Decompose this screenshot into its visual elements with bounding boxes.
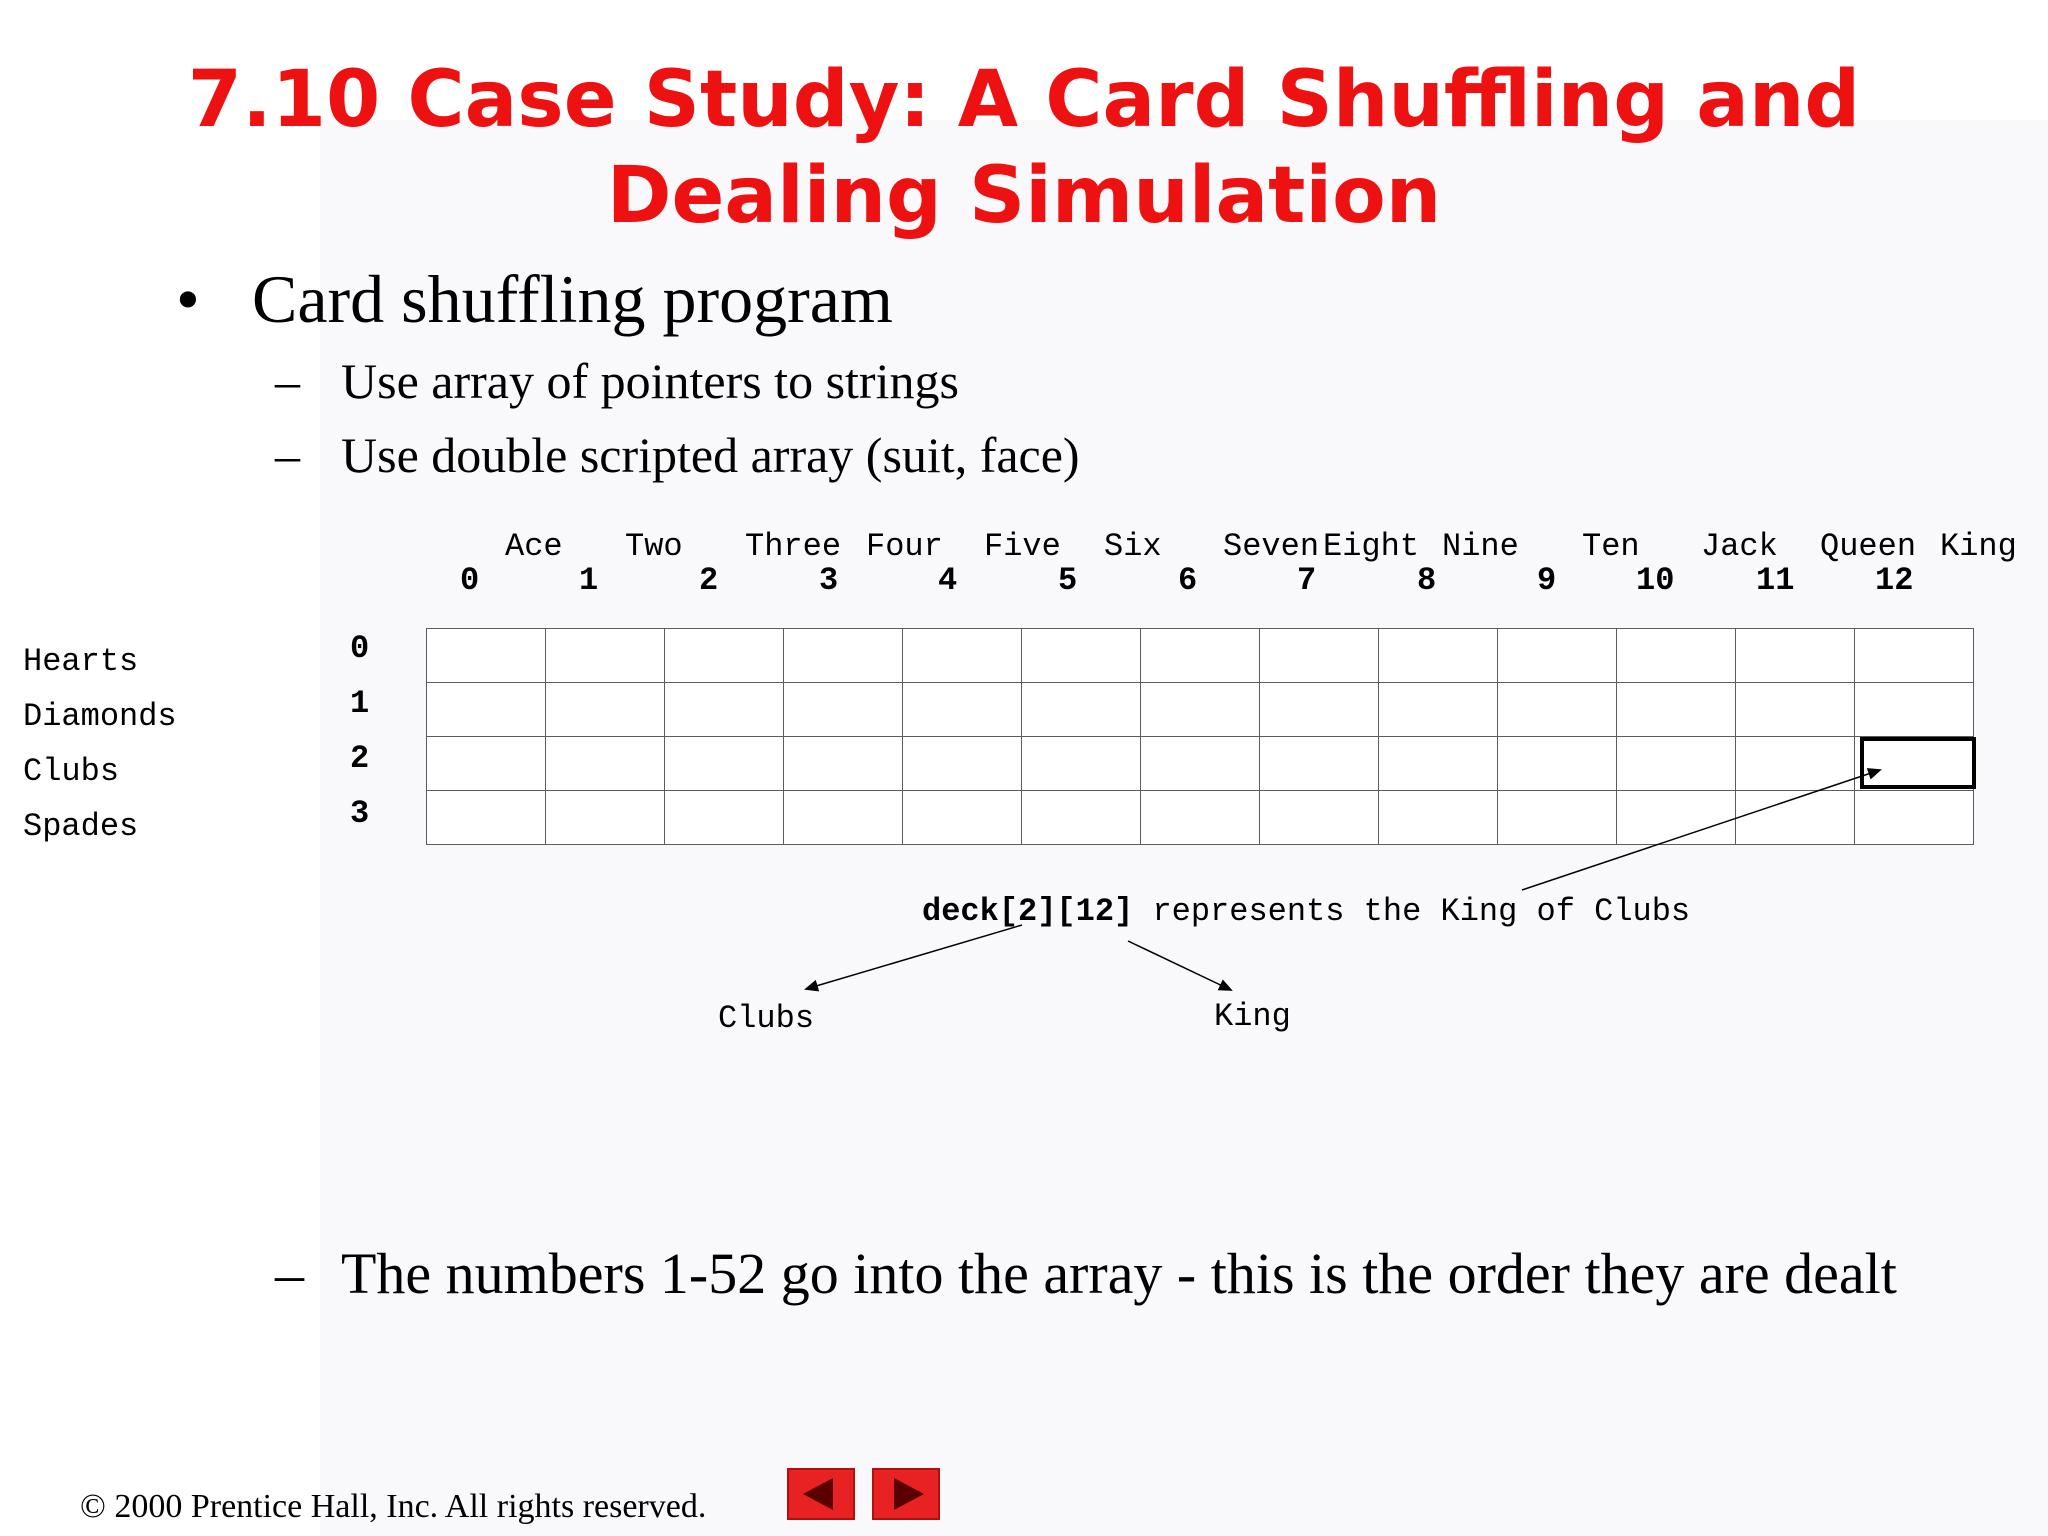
column-index: 1: [579, 562, 599, 599]
right-arrow-icon: [874, 1470, 938, 1518]
title-line-2: Dealing Simulation: [606, 151, 1442, 241]
dash-symbol: –: [275, 427, 300, 483]
next-slide-button[interactable]: [872, 1468, 940, 1520]
dash-symbol: –: [275, 353, 300, 409]
column-index: 7: [1297, 562, 1317, 599]
suit-label: Diamonds: [23, 698, 177, 735]
face-label: Three: [745, 528, 842, 565]
face-label: Queen: [1820, 528, 1917, 565]
suit-label: Hearts: [23, 643, 139, 680]
caption-text: represents the King of Clubs: [1133, 893, 1691, 930]
row-index: 1: [350, 685, 370, 722]
clubs-label: Clubs: [718, 1000, 815, 1037]
sub-bullet-text: The numbers 1-52 go into the array - this is the order they are dealt: [341, 1241, 1897, 1306]
suit-label: Clubs: [23, 753, 120, 790]
face-label: Five: [984, 528, 1061, 565]
arrow-to-clubs: [806, 925, 1022, 989]
face-label: Four: [866, 528, 943, 565]
column-index: 4: [938, 562, 958, 599]
arrow-to-cell: [1522, 770, 1880, 890]
copyright-notice: © 2000 Prentice Hall, Inc. All rights reserved.: [80, 1488, 707, 1525]
arrow-to-king: [1128, 941, 1231, 990]
column-index: 9: [1537, 562, 1557, 599]
face-label: Ten: [1582, 528, 1640, 565]
column-index: 2: [699, 562, 719, 599]
face-label: Jack: [1701, 528, 1778, 565]
face-label: Eight: [1323, 528, 1420, 565]
face-label: King: [1940, 528, 2017, 565]
left-arrow-icon: [789, 1470, 853, 1518]
suit-label: Spades: [23, 808, 139, 845]
row-index: 0: [350, 630, 370, 667]
face-label: Seven: [1223, 528, 1320, 565]
king-label: King: [1214, 998, 1291, 1035]
column-index: 3: [819, 562, 839, 599]
column-index: 0: [460, 562, 480, 599]
column-index: 6: [1178, 562, 1198, 599]
previous-slide-button[interactable]: [787, 1468, 855, 1520]
column-index: 5: [1058, 562, 1078, 599]
deck-caption: [922, 893, 1690, 930]
sub-bullet-text: Use double scripted array (suit, face): [341, 427, 1080, 483]
column-index: 12: [1875, 562, 1914, 599]
bullet-dot: •: [176, 261, 200, 337]
dash-symbol: –: [275, 1241, 304, 1306]
title-line-1: 7.10 Case Study: A Card Shuffling and: [187, 55, 1861, 145]
column-index: 8: [1417, 562, 1437, 599]
bullet-text: Card shuffling program: [252, 261, 893, 337]
column-index: 10: [1636, 562, 1675, 599]
face-label: Two: [625, 528, 683, 565]
column-index: 11: [1756, 562, 1795, 599]
row-index: 2: [350, 740, 370, 777]
caption-code: deck[2][12]: [922, 893, 1134, 930]
sub-bullet-text: Use array of pointers to strings: [341, 353, 959, 409]
face-label: Six: [1104, 528, 1162, 565]
face-label: Nine: [1442, 528, 1519, 565]
row-index: 3: [350, 795, 370, 832]
face-label: Ace: [505, 528, 563, 565]
